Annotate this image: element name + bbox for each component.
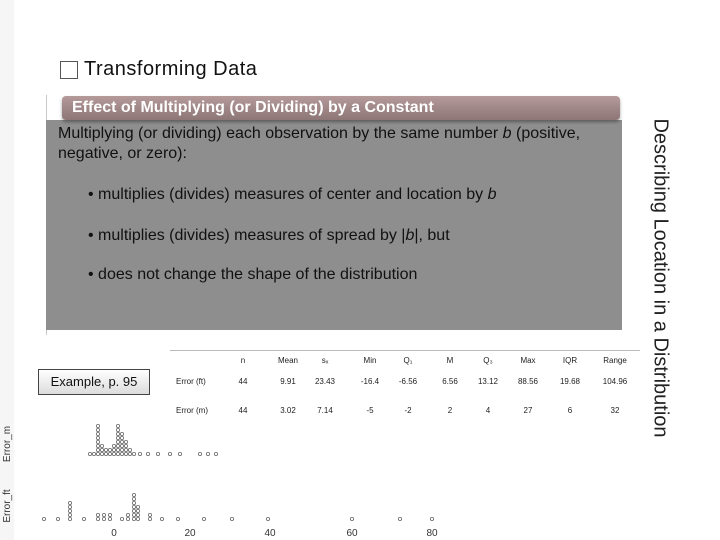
dot-mark	[92, 452, 95, 455]
series-label-m: Error_m	[2, 425, 13, 463]
dot-mark	[266, 517, 269, 520]
table-cell: 32	[610, 406, 620, 415]
dot-mark	[126, 513, 129, 516]
table-cell: 2	[447, 406, 453, 415]
dot-mark	[96, 436, 99, 439]
dot-mark	[160, 517, 163, 520]
dot-mark	[112, 444, 115, 447]
dot-mark	[68, 517, 71, 520]
bullet-center	[88, 186, 496, 204]
table-cell: 44	[238, 406, 248, 415]
dot-mark	[100, 448, 103, 451]
dot-mark	[102, 517, 105, 520]
dot-mark	[96, 440, 99, 443]
axis-tick-label: 0	[111, 528, 117, 539]
table-header-cell: Min	[363, 356, 377, 365]
table-cell: 9.91	[280, 377, 296, 386]
table-cell: 104.96	[602, 377, 628, 386]
banner-title: Effect of Multiplying (or Dividing) by a Constant	[72, 99, 434, 116]
dot-mark	[102, 513, 105, 516]
dot-mark	[124, 448, 127, 451]
dot-mark	[350, 517, 353, 520]
table-cell: 88.56	[517, 377, 539, 386]
dot-mark	[124, 444, 127, 447]
dot-mark	[96, 517, 99, 520]
dot-mark	[112, 452, 115, 455]
axis-tick-label: 80	[426, 528, 438, 539]
table-row-label: Error (ft)	[176, 377, 206, 386]
dot-mark	[108, 517, 111, 520]
slide-title: Transforming Data	[84, 58, 258, 80]
table-header-rule	[170, 350, 640, 351]
dot-mark	[68, 513, 71, 516]
dot-mark	[124, 452, 127, 455]
dot-mark	[132, 497, 135, 500]
dot-mark	[116, 436, 119, 439]
dot-mark	[398, 517, 401, 520]
table-cell: 4	[485, 406, 491, 415]
dot-mark	[116, 428, 119, 431]
dot-mark	[176, 517, 179, 520]
dot-mark	[146, 452, 149, 455]
dot-mark	[88, 452, 91, 455]
table-header-cell: IQR	[562, 356, 578, 365]
dot-marks	[42, 424, 433, 520]
table-header-cell: M	[446, 356, 454, 365]
table-cell: -6.56	[398, 377, 418, 386]
dot-mark	[96, 424, 99, 427]
dot-mark	[128, 452, 131, 455]
dot-mark	[120, 440, 123, 443]
dot-mark	[120, 448, 123, 451]
table-header-cell: Q₃	[483, 356, 493, 365]
dot-mark	[108, 448, 111, 451]
dot-mark	[120, 436, 123, 439]
dot-mark	[136, 517, 139, 520]
dot-mark	[68, 505, 71, 508]
bullet-variable: b	[487, 186, 497, 203]
dot-mark	[104, 448, 107, 451]
bullet-variable: b	[405, 227, 415, 244]
dot-mark	[100, 452, 103, 455]
dot-mark	[116, 452, 119, 455]
example-button[interactable]: Example, p. 95	[38, 369, 150, 395]
dot-mark	[116, 432, 119, 435]
dot-mark	[100, 444, 103, 447]
dot-mark	[120, 432, 123, 435]
dot-mark	[132, 517, 135, 520]
dot-mark	[148, 517, 151, 520]
dot-mark	[120, 517, 123, 520]
axis-tick-label: 40	[264, 528, 276, 539]
table-cell: 44	[238, 377, 248, 386]
dot-mark	[202, 517, 205, 520]
intro-variable: b	[502, 125, 512, 142]
axis-tick-label: 20	[184, 528, 196, 539]
checkbox-bullet-icon	[60, 61, 78, 79]
table-cell: -5	[366, 406, 374, 415]
dot-mark	[126, 517, 129, 520]
bullet-text: • multiplies (divides) measures of center and location by	[88, 186, 488, 203]
table-cell: 3.02	[280, 406, 296, 415]
dot-mark	[68, 509, 71, 512]
dot-mark	[96, 432, 99, 435]
dot-mark	[104, 452, 107, 455]
table-cell: 27	[523, 406, 533, 415]
table-cell: -16.4	[360, 377, 380, 386]
dot-mark	[96, 444, 99, 447]
table-cell: 6.56	[442, 377, 458, 386]
dot-mark	[214, 452, 217, 455]
series-label-ft: Error_ft	[2, 489, 13, 523]
dot-mark	[132, 452, 135, 455]
table-header-cell: Q₁	[403, 356, 413, 365]
dot-mark	[132, 513, 135, 516]
dot-mark	[120, 444, 123, 447]
dot-mark	[96, 513, 99, 516]
table-row-label: Error (m)	[176, 406, 208, 415]
axis-tick-label: 60	[346, 528, 358, 539]
dot-mark	[116, 448, 119, 451]
intro-pre: Multiplying (or dividing) each observation by the same number	[58, 125, 503, 142]
dot-mark	[136, 509, 139, 512]
dot-mark	[108, 513, 111, 516]
side-title-text: Describing Location in a Distribution	[649, 117, 672, 438]
dot-mark	[128, 448, 131, 451]
dot-mark	[108, 452, 111, 455]
dot-mark	[148, 513, 151, 516]
dot-mark	[112, 448, 115, 451]
dot-mark	[124, 440, 127, 443]
table-cell: 19.68	[559, 377, 581, 386]
dot-mark	[156, 452, 159, 455]
dot-mark	[132, 505, 135, 508]
dot-mark	[96, 452, 99, 455]
bullet-text-tail: |, but	[414, 227, 450, 244]
dot-mark	[82, 517, 85, 520]
dot-mark	[116, 444, 119, 447]
intro-text	[58, 124, 598, 164]
dot-mark	[96, 448, 99, 451]
intro-post: (positive, negative, or zero):	[58, 125, 581, 162]
dot-mark	[136, 513, 139, 516]
dot-mark	[430, 517, 433, 520]
dot-mark	[138, 452, 141, 455]
dot-mark	[136, 505, 139, 508]
dot-mark	[96, 428, 99, 431]
dot-mark	[56, 517, 59, 520]
dot-mark	[132, 493, 135, 496]
dot-plot	[0, 420, 460, 540]
dot-mark	[116, 424, 119, 427]
dot-mark	[42, 517, 45, 520]
slide-title-row	[60, 58, 257, 81]
bullet-text: • does not change the shape of the distribution	[88, 266, 418, 283]
vertical-side-title	[630, 90, 690, 465]
table-header-cell: Max	[520, 356, 536, 365]
dot-mark	[68, 501, 71, 504]
dot-mark	[132, 501, 135, 504]
dot-mark	[198, 452, 201, 455]
bullet-text: • multiplies (divides) measures of spread by |	[88, 227, 406, 244]
table-cell: 6	[567, 406, 573, 415]
section-banner	[62, 96, 620, 120]
axis-labels	[111, 528, 438, 539]
table-cell: 13.12	[477, 377, 499, 386]
table-cell: -2	[404, 406, 412, 415]
dot-mark	[206, 452, 209, 455]
dot-mark	[178, 452, 181, 455]
dot-mark	[230, 517, 233, 520]
table-cell: 7.14	[317, 406, 333, 415]
table-cell: 23.43	[314, 377, 336, 386]
table-header-cell: Mean	[277, 356, 299, 365]
dot-mark	[116, 440, 119, 443]
bullet-shape	[88, 266, 417, 284]
bullet-spread	[88, 227, 450, 245]
table-header-cell: n	[240, 356, 246, 365]
dot-mark	[132, 509, 135, 512]
table-header-cell: sₓ	[321, 356, 329, 365]
dot-mark	[120, 452, 123, 455]
dot-mark	[168, 452, 171, 455]
table-header-cell: Range	[603, 356, 627, 365]
